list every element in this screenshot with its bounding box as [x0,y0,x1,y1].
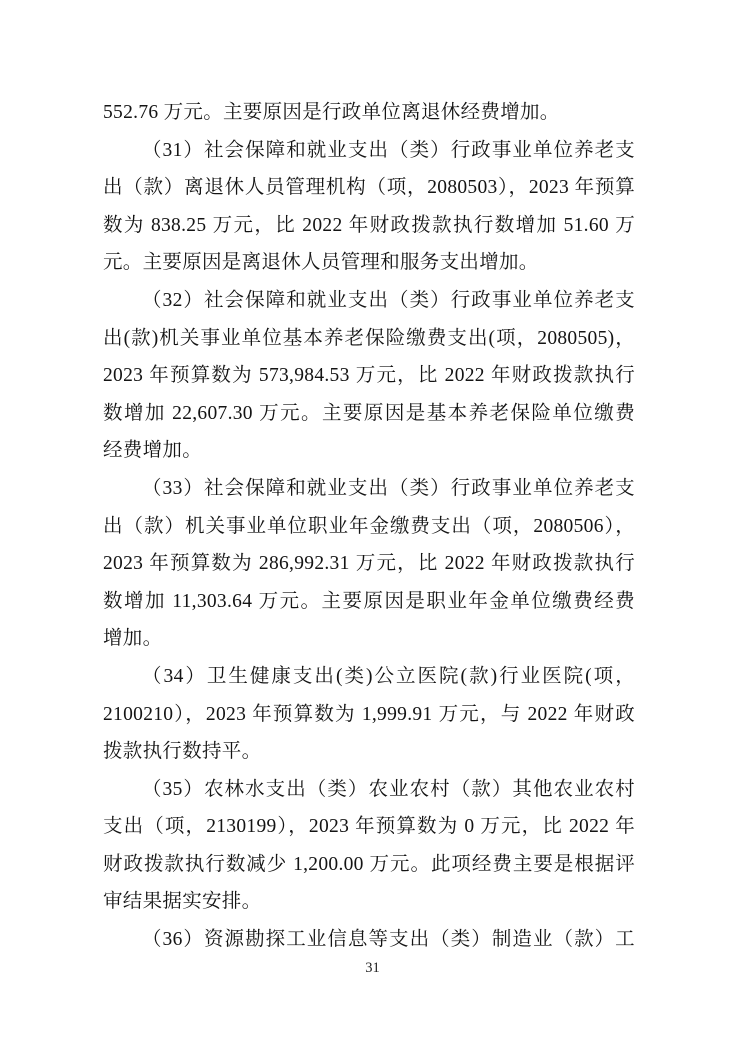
paragraph [103,94,635,132]
text-line: （31）社会保障和就业支出（类）行政事业单位养老支 [142,139,635,161]
text-line: 审结果据实安排。 [103,891,262,913]
page-footer [0,957,745,979]
text-line: 出(款)机关事业单位基本养老保险缴费支出(项，2080505)， [103,327,635,349]
text-line: （34）卫生健康支出(类)公立医院(款)行业医院(项， [142,665,635,687]
paragraph [103,282,635,470]
text-line: 2023 年预算数为 573,984.53 万元，比 2022 年财政拨款执行 [103,365,635,387]
text-line: 2023 年预算数为 286,992.31 万元，比 2022 年财政拨款执行 [103,553,635,575]
page-number: 31 [365,960,380,976]
text-body [103,94,635,959]
paragraph [103,921,635,959]
text-line: （33）社会保障和就业支出（类）行政事业单位养老支 [142,477,635,499]
text-line: 2100210），2023 年预算数为 1,999.91 万元，与 2022 年财政 [103,703,635,725]
text-line: 数增加 22,607.30 万元。主要原因是基本养老保险单位缴费 [103,402,635,424]
paragraph [103,132,635,282]
text-line: 数为 838.25 万元，比 2022 年财政拨款执行数增加 51.60 万 [103,214,635,236]
text-line: （32）社会保障和就业支出（类）行政事业单位养老支 [142,289,635,311]
text-line: 552.76 万元。主要原因是行政单位离退休经费增加。 [103,102,560,123]
text-line: （35）农林水支出（类）农业农村（款）其他农业农村 [142,778,635,800]
text-line: 数增加 11,303.64 万元。主要原因是职业年金单位缴费经费 [103,590,635,612]
text-line: 出（款）离退休人员管理机构（项，2080503），2023 年预算 [103,177,635,199]
text-line: （36）资源勘探工业信息等支出（类）制造业（款）工 [142,929,635,951]
text-line: 元。主要原因是离退休人员管理和服务支出增加。 [103,252,539,274]
text-line: 支出（项，2130199），2023 年预算数为 0 万元，比 2022 年 [103,816,635,838]
paragraph [103,771,635,921]
paragraph [103,470,635,658]
text-line: 经费增加。 [103,440,203,462]
text-line: 拨款执行数持平。 [103,741,262,763]
text-line: 出（款）机关事业单位职业年金缴费支出（项，2080506）， [103,515,635,537]
text-line: 财政拨款执行数减少 1,200.00 万元。此项经费主要是根据评 [103,853,635,875]
text-line: 增加。 [103,628,163,650]
paragraph [103,658,635,771]
